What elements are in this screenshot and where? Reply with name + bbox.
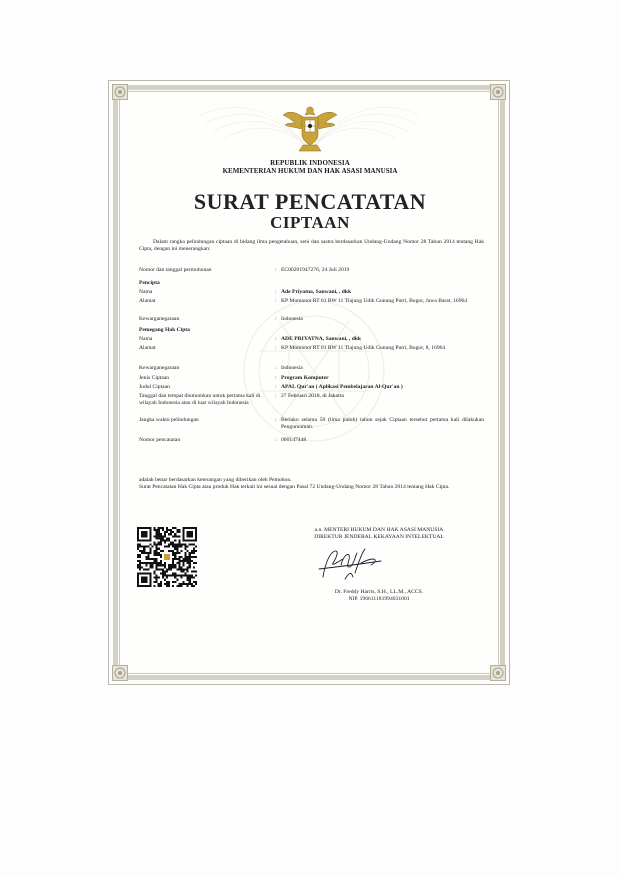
field-label: Jangka waktu pelindungan xyxy=(139,417,199,423)
field-colon: : xyxy=(275,365,277,371)
field-label: Nomor dan tanggal permohonan xyxy=(139,267,212,273)
field-label: Kewarganegaraan xyxy=(139,316,180,322)
field-value: Ade Priyatna, Sanwani, , dkk xyxy=(281,289,352,295)
field-label: Jenis Ciptaan xyxy=(139,375,169,381)
field-label: Judul Ciptaan xyxy=(139,384,170,390)
closing-statement xyxy=(139,477,484,491)
field-label: Nama xyxy=(139,289,153,295)
signature-authority xyxy=(279,527,479,541)
field-colon: : xyxy=(275,417,277,423)
certificate xyxy=(108,80,510,685)
document-title: SURAT PENCATATAN xyxy=(193,189,427,214)
signer-name: Dr. Freddy Harris, S.H., LL.M., ACCS. xyxy=(334,589,424,595)
corner-ornament-icon xyxy=(490,665,506,681)
details-table xyxy=(139,267,484,467)
field-value: EC00201947276, 24 Juli 2019 xyxy=(281,267,350,273)
field-value: 000147448 xyxy=(281,437,307,443)
ministry-heading: KEMENTERIAN HUKUM DAN HAK ASASI MANUSIA xyxy=(222,167,398,175)
field-colon: : xyxy=(275,384,277,390)
handwritten-signature-icon xyxy=(315,543,385,585)
field-value: APAL Qur'an ( Aplikasi Pembelajaran Al-Qur'an ) xyxy=(281,384,403,390)
field-colon: : xyxy=(275,289,277,295)
field-colon: : xyxy=(275,336,277,342)
pemegang-heading: Pemegang Hak Cipta xyxy=(139,327,190,333)
signer-nip: NIP. 196611181994031001 xyxy=(348,596,410,602)
corner-ornament-icon xyxy=(490,84,506,100)
signature-on-behalf: a.n. MENTERI HUKUM DAN HAK ASASI MANUSIA xyxy=(314,527,444,533)
field-label: Alamat xyxy=(139,298,156,304)
field-colon: : xyxy=(275,437,277,443)
field-colon: : xyxy=(275,393,277,399)
signature-director: DIREKTUR JENDERAL KEKAYAAN INTELEKTUAL xyxy=(314,534,444,540)
field-colon: : xyxy=(275,345,277,351)
field-label: Kewarganegaraan xyxy=(139,365,180,371)
field-colon: : xyxy=(275,316,277,322)
garuda-pancasila-emblem-icon xyxy=(281,103,339,155)
document-subtitle: CIPTAAN xyxy=(270,213,350,232)
closing-line-2: Surat Pencatatan Hak Cipta atau produk Hak terkait ini sesuai dengan Pasal 72 Undang-Undang Nomor 28 Tahun 2014 tentang Hak Cipta. xyxy=(139,484,450,490)
field-value: Program Komputer xyxy=(281,375,329,381)
field-value: Indonesia xyxy=(281,316,303,322)
field-value: KP Momonot RT 01 RW 11 Tlajung Udik Gunung Putri, Bogor, 8, 16964 xyxy=(281,345,446,351)
field-value: Berlaku selama 50 (lima puluh) tahun sejak Ciptaan tersebut pertama kali dilakukan Pengumuman. xyxy=(281,417,484,430)
signer-details xyxy=(279,589,479,603)
field-value: ADE PRIYATNA, Sanwani, , dkk xyxy=(281,336,362,342)
intro-paragraph: Dalam rangka pelindungan ciptaan di bidang ilmu pengetahuan, seni dan sastra berdasarkan Undang-Undang Nomor 28 Tahun 2014 tentang Hak Cipta, dengan ini menerangkan: xyxy=(139,239,484,253)
closing-line-1: adalah benar berdasarkan keterangan yang diberikan oleh Pemohon. xyxy=(139,477,292,483)
qr-code-icon xyxy=(137,527,197,587)
corner-ornament-icon xyxy=(112,665,128,681)
field-label: Nomor pencatatan xyxy=(139,437,181,443)
corner-ornament-icon xyxy=(112,84,128,100)
pencipta-heading: Pencipta xyxy=(139,280,160,286)
field-label: Nama xyxy=(139,336,153,342)
field-value: KP Momonot RT 01 RW 11 Tlajung Udik Gunung Putri, Bogor, Jawa Barat, 16964 xyxy=(281,298,468,304)
field-colon: : xyxy=(275,375,277,381)
field-colon: : xyxy=(275,267,277,273)
republic-heading: REPUBLIK INDONESIA xyxy=(270,159,350,167)
field-value: Indonesia xyxy=(281,365,303,371)
field-label: Tanggal dan tempat diumumkan untuk pertama kali di wilayah Indonesia atau di luar wilayah Indonesia xyxy=(139,393,261,406)
field-label: Alamat xyxy=(139,345,156,351)
field-value: 27 Februari 2018, di Jakarta xyxy=(281,393,344,399)
field-colon: : xyxy=(275,298,277,304)
